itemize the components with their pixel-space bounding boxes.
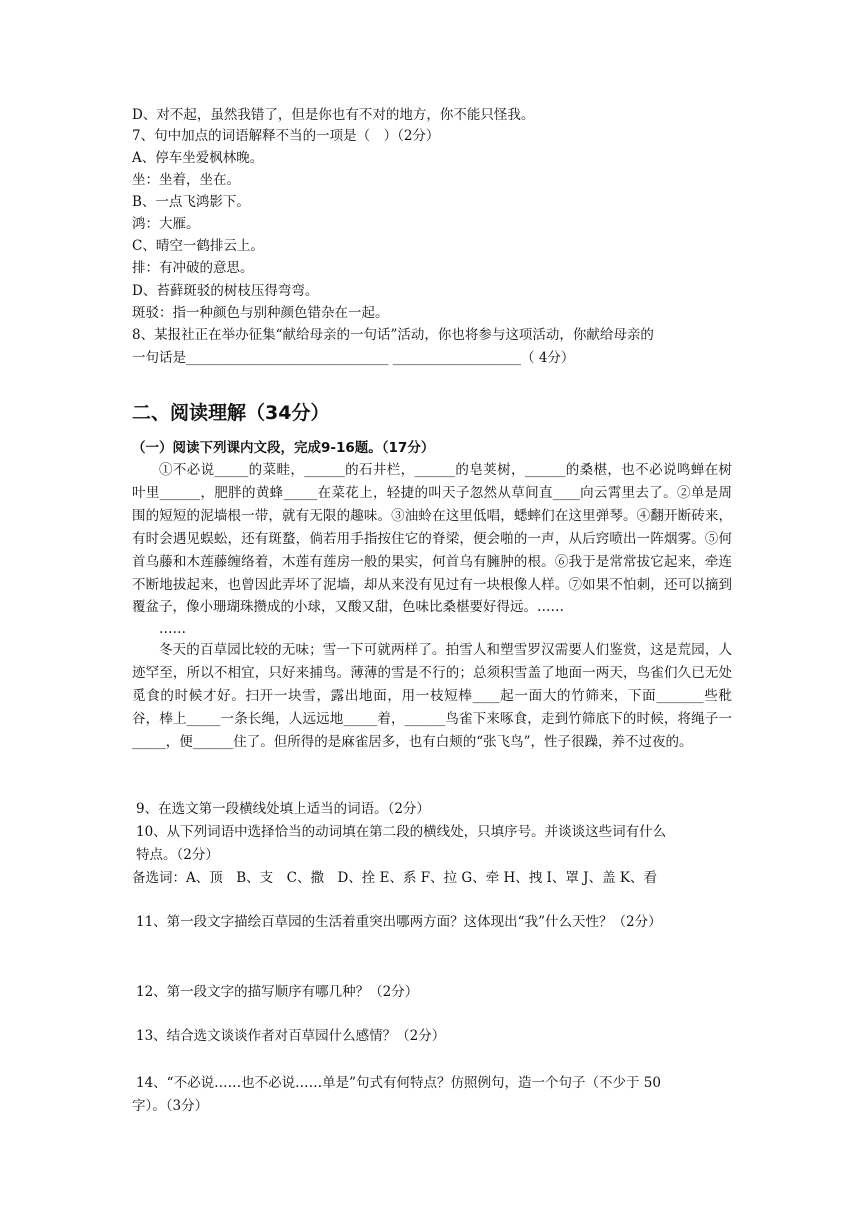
question-14-continued: 字）。（3分） (132, 1098, 209, 1114)
passage-ellipsis: …… (159, 621, 186, 637)
option-c-explanation: 排：有冲破的意思。 (132, 260, 254, 276)
option-b-explanation: 鸿：大雁。 (132, 216, 200, 232)
question-7: 7、句中加点的词语解释不当的一项是（ ）（2分） (132, 128, 440, 144)
question-8: 8、某报社正在举办征集“献给母亲的一句话”活动，你也将参与这项活动，你献给母亲的 (132, 327, 654, 343)
question-10-options: 备选词：A、顶 B、支 C、撒 D、拴 E、系 F、拉 G、牵 H、拽 I、罩 J、盖 K、看 (132, 870, 657, 886)
question-10-continued: 特点。（2分） (136, 847, 219, 863)
option-d-explanation: 斑驳：指一种颜色与别种颜色错杂在一起。 (132, 305, 389, 321)
option-b: B、一点飞鸿影下。 (132, 194, 250, 210)
option-d: D、苔藓斑驳的树枝压得弯弯。 (132, 283, 319, 299)
passage-paragraph-1: ①不必说_____的菜畦，______的石井栏，______的皂荚树，______的桑椹，也不必说鸣蝉在树叶里______，肥胖的黄蜂_____在菜花上，轻捷的叫天子忽然从草间直____向云霄里去了。②单是周围的短短的泥墙根一带，就有无限的趣味。③油蛉在这里低唱，蟋蟀们在这里弹琴。④翻开断砖来，有时会遇见蜈蚣，还有斑蝥，倘若用手指按住它的脊梁，便会啪的一声，从后窍喷出一阵烟雾。⑤何首乌藤和木莲藤缠络着，木莲有莲房一般的果实，何首乌有臃肿的根。⑥我于是常常拔它起来，牵连不断地拔起来，也曾因此弄坏了泥墙，却从来没有见过有一块根像人样。⑦如果不怕刺，还可以摘到覆盆子，像小珊瑚珠攒成的小球，又酸又甜，色味比桑椹要好得远。…… (132, 462, 732, 616)
question-11: 11、第一段文字描绘百草园的生活着重突出哪两方面？这体现出“我”什么天性？（2分） (136, 914, 662, 930)
section-title: 二、阅读理解（34分） (132, 402, 330, 424)
option-d-line: D、对不起，虽然我错了，但是你也有不对的地方，你不能只怪我。 (132, 107, 535, 123)
question-9: 9、在选文第一段横线处填上适当的词语。（2分） (136, 801, 430, 817)
question-8-answer-line: 一句话是______________________________ ___________________（ 4分） (132, 350, 575, 366)
question-14: 14、“不必说……也不必说……单是”句式有何特点？仿照例句，造一个句子（不少于 50 (136, 1075, 661, 1091)
question-13: 13、结合选文谈谈作者对百草园什么感情？（2分） (136, 1028, 446, 1044)
passage-paragraph-2: 冬天的百草园比较的无味；雪一下可就两样了。拍雪人和塑雪罗汉需要人们鉴赏，这是荒园，人迹罕至，所以不相宜，只好来捕鸟。薄薄的雪是不行的；总须积雪盖了地面一两天，鸟雀们久已无处觅食的时候才好。扫开一块雪，露出地面，用一枝短棒____起一面大的竹筛来，下面_______些秕谷，棒上_____一条长绳，人远远地_____着，______鸟雀下来啄食，走到竹筛底下的时候，将绳子一_____，便______住了。但所得的是麻雀居多，也有白颊的“张飞鸟”，性子很躁，养不过夜的。 (132, 642, 732, 750)
question-10: 10、从下列词语中选择恰当的动词填在第二段的横线处，只填序号。并谈谈这些词有什么 (136, 824, 667, 840)
option-a-explanation: 坐：坐着，坐在。 (132, 172, 240, 188)
option-c: C、晴空一鹤排云上。 (132, 238, 264, 254)
option-a: A、停车坐爱枫林晚。 (132, 150, 264, 166)
question-12: 12、第一段文字的描写顺序有哪几种？（2分） (136, 984, 419, 1000)
subsection-title: （一）阅读下列课内文段，完成9-16题。（17分） (132, 440, 435, 456)
